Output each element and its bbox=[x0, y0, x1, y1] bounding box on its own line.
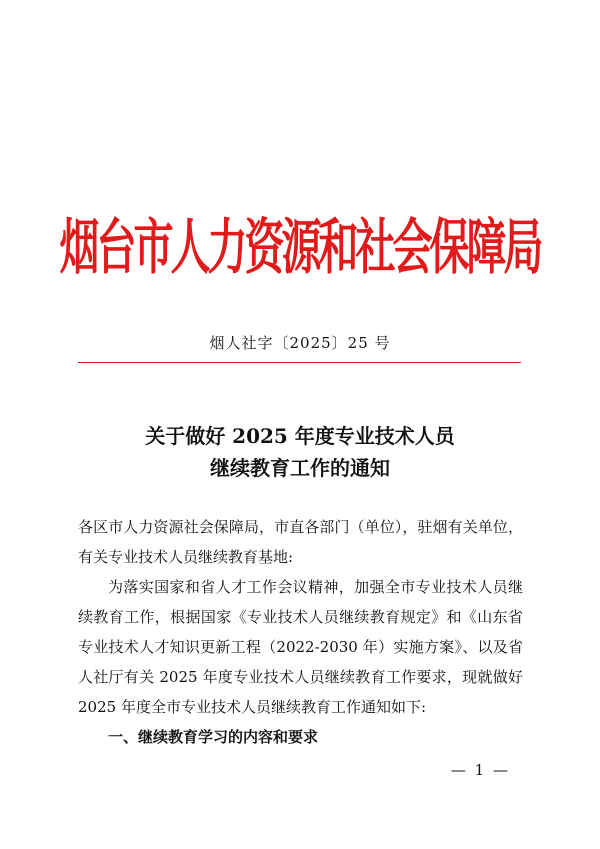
header-divider bbox=[78, 362, 521, 363]
document-number: 烟人社字〔2025〕25 号 bbox=[209, 334, 391, 352]
page-number: — 1 — bbox=[450, 761, 510, 779]
section-heading: 一、继续教育学习的内容和要求 bbox=[108, 728, 319, 746]
document-body bbox=[78, 512, 523, 752]
salutation: 各区市人力资源社会保障局，市直各部门（单位），驻烟有关单位，有关专业技术人员继续教育基地: bbox=[78, 518, 523, 566]
title-line-1: 关于做好 2025 年度专业技术人员 bbox=[145, 424, 455, 448]
document-title bbox=[0, 420, 600, 484]
title-line-2: 继续教育工作的通知 bbox=[210, 456, 390, 480]
agency-header: 烟台市人力资源和社会保障局 bbox=[59, 214, 541, 283]
body-paragraph: 为落实国家和省人才工作会议精神，加强全市专业技术人员继续教育工作，根据国家《专业技术人员继续教育规定》和《山东省专业技术人才知识更新工程（2022-2030 年）实施方案》、以及省人社厅有关 2025 年度专业技术人员继续教育工作要求，现就做好 2025 年度全市专业技术人员继续教育工作通知如下: bbox=[78, 578, 523, 716]
